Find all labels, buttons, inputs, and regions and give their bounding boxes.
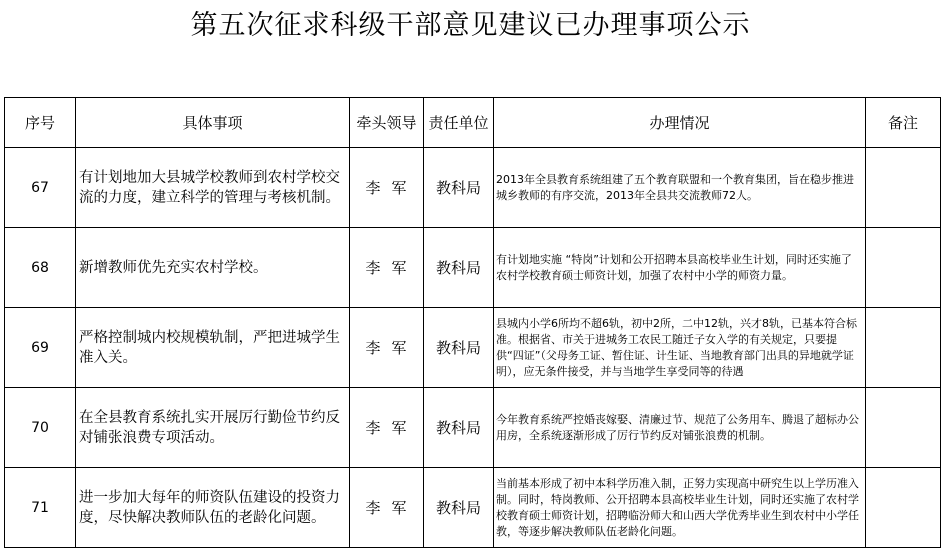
row-note	[866, 308, 941, 388]
row-number: 70	[5, 388, 76, 468]
row-status: 今年教育系统严控婚丧嫁娶、清廉过节、规范了公务用车、腾退了超标办公用房，全系统逐渐形成了厉行节约反对铺张浪费的机制。	[494, 388, 866, 468]
table-row	[5, 148, 941, 228]
row-note	[866, 388, 941, 468]
header-number: 序号	[5, 98, 76, 148]
row-note	[866, 468, 941, 548]
table-row	[5, 388, 941, 468]
table-row	[5, 308, 941, 388]
row-item: 严格控制城内校规模轨制，严把进城学生准入关。	[76, 308, 350, 388]
row-item: 有计划地加大县城学校教师到农村学校交流的力度，建立科学的管理与考核机制。	[76, 148, 350, 228]
row-unit: 教科局	[424, 308, 494, 388]
row-status: 2013年全县教育系统组建了五个教育联盟和一个教育集团，旨在稳步推进城乡教师的有序交流，2013年全县共交流教师72人。	[494, 148, 866, 228]
row-unit: 教科局	[424, 148, 494, 228]
table-row	[5, 468, 941, 548]
row-number: 67	[5, 148, 76, 228]
header-lead: 牵头领导	[350, 98, 424, 148]
row-item: 新增教师优先充实农村学校。	[76, 228, 350, 308]
notice-table	[4, 97, 941, 548]
row-note	[866, 148, 941, 228]
header-unit: 责任单位	[424, 98, 494, 148]
row-lead: 李军	[350, 388, 424, 468]
page-title: 第五次征求科级干部意见建议已办理事项公示	[190, 10, 751, 41]
row-status: 县城内小学6所均不超6轨，初中2所，二中12轨，兴才8轨，已基本符合标准。根据省、市关于进城务工农民工随迁子女入学的有关规定，只要提供“四证”（父母务工证、暂住证、计生证、当地教育部门出具的异地就学证明），应无条件接受，并与当地学生享受同等的待遇	[494, 308, 866, 388]
row-lead: 李军	[350, 308, 424, 388]
row-lead: 李军	[350, 468, 424, 548]
row-item: 进一步加大每年的师资队伍建设的投资力度，尽快解决教师队伍的老龄化问题。	[76, 468, 350, 548]
row-unit: 教科局	[424, 388, 494, 468]
header-note: 备注	[866, 98, 941, 148]
row-unit: 教科局	[424, 468, 494, 548]
row-status: 当前基本形成了初中本科学历准入制，正努力实现高中研究生以上学历准入制。同时，特岗教师、公开招聘本县高校毕业生计划，同时还实施了农村学校教育硕士师资计划，招聘临汾师大和山西大学优秀毕业生到农村中小学任教，等逐步解决教师队伍老龄化问题。	[494, 468, 866, 548]
header-item: 具体事项	[76, 98, 350, 148]
row-item: 在全县教育系统扎实开展厉行勤俭节约反对铺张浪费专项活动。	[76, 388, 350, 468]
row-lead: 李军	[350, 148, 424, 228]
row-note	[866, 228, 941, 308]
row-lead: 李军	[350, 228, 424, 308]
row-number: 69	[5, 308, 76, 388]
header-status: 办理情况	[494, 98, 866, 148]
row-unit: 教科局	[424, 228, 494, 308]
header-row	[5, 98, 941, 148]
row-number: 68	[5, 228, 76, 308]
row-status: 有计划地实施 “特岗”计划和公开招聘本县高校毕业生计划，同时还实施了农村学校教育硕士师资计划，加强了农村中小学的师资力量。	[494, 228, 866, 308]
row-number: 71	[5, 468, 76, 548]
table-row	[5, 228, 941, 308]
